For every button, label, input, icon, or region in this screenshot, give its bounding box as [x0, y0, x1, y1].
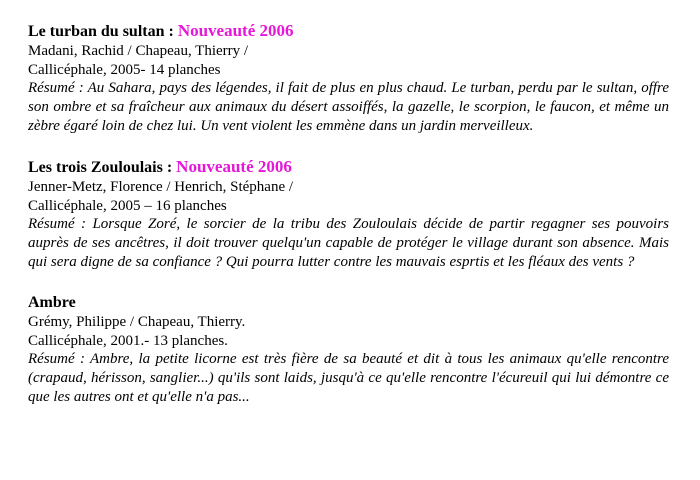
book-title-line	[28, 20, 669, 42]
title-separator: :	[162, 159, 177, 176]
title-separator: :	[164, 23, 178, 40]
book-title: Les trois Zouloulais	[28, 159, 163, 176]
book-authors: Grémy, Philippe / Chapeau, Thierry.	[28, 314, 246, 330]
catalog-page	[28, 20, 669, 407]
new-release-badge: Nouveauté 2006	[177, 21, 294, 40]
book-title: Le turban du sultan	[28, 23, 165, 40]
book-publication: Callicéphale, 2001.- 13 planches.	[28, 332, 228, 349]
book-title-line	[28, 292, 669, 313]
book-publication: Callicéphale, 2005 – 16 planches	[28, 197, 227, 214]
book-entry	[28, 292, 669, 407]
book-title: Ambre	[28, 294, 76, 311]
book-summary: Résumé : Lorsque Zoré, le sorcier de la tribu des Zouloulais décide de partir regagner ses pouvoirs auprès de ses ancêtres, il doit trouver quelqu'un capable de protéger le village durant son absence. Mais qui sera digne de sa confiance ? Qui pourra lutter contre les mauvais esprtis et les fléaux des vents ?	[28, 216, 669, 270]
book-title-line	[28, 156, 669, 178]
book-summary: Résumé : Ambre, la petite licorne est très fière de sa beauté et dit à tous les animaux qu'elle rencontre (crapaud, hérisson, sanglier...) qu'ils sont laids, jusqu'à ce qu'elle rencontre l'écureuil qui lui démontre ce que les autres ont et qu'elle n'a pas...	[28, 351, 669, 405]
new-release-badge: Nouveauté 2006	[176, 157, 292, 176]
book-authors: Madani, Rachid / Chapeau, Thierry /	[28, 43, 249, 59]
book-summary: Résumé : Au Sahara, pays des légendes, il fait de plus en plus chaud. Le turban, perdu par le sultan, offre son ombre et sa fraîcheur aux animaux du désert assoiffés, la gazelle, le scorpion, le faucon, et même un zèbre égaré loin de chez lui. Un vent violent les emmène dans un jardin merveilleux.	[28, 80, 669, 134]
book-entry	[28, 20, 669, 136]
book-entry	[28, 156, 669, 272]
book-publication: Callicéphale, 2005- 14 planches	[28, 61, 221, 78]
book-authors: Jenner-Metz, Florence / Henrich, Stéphane /	[28, 179, 294, 195]
